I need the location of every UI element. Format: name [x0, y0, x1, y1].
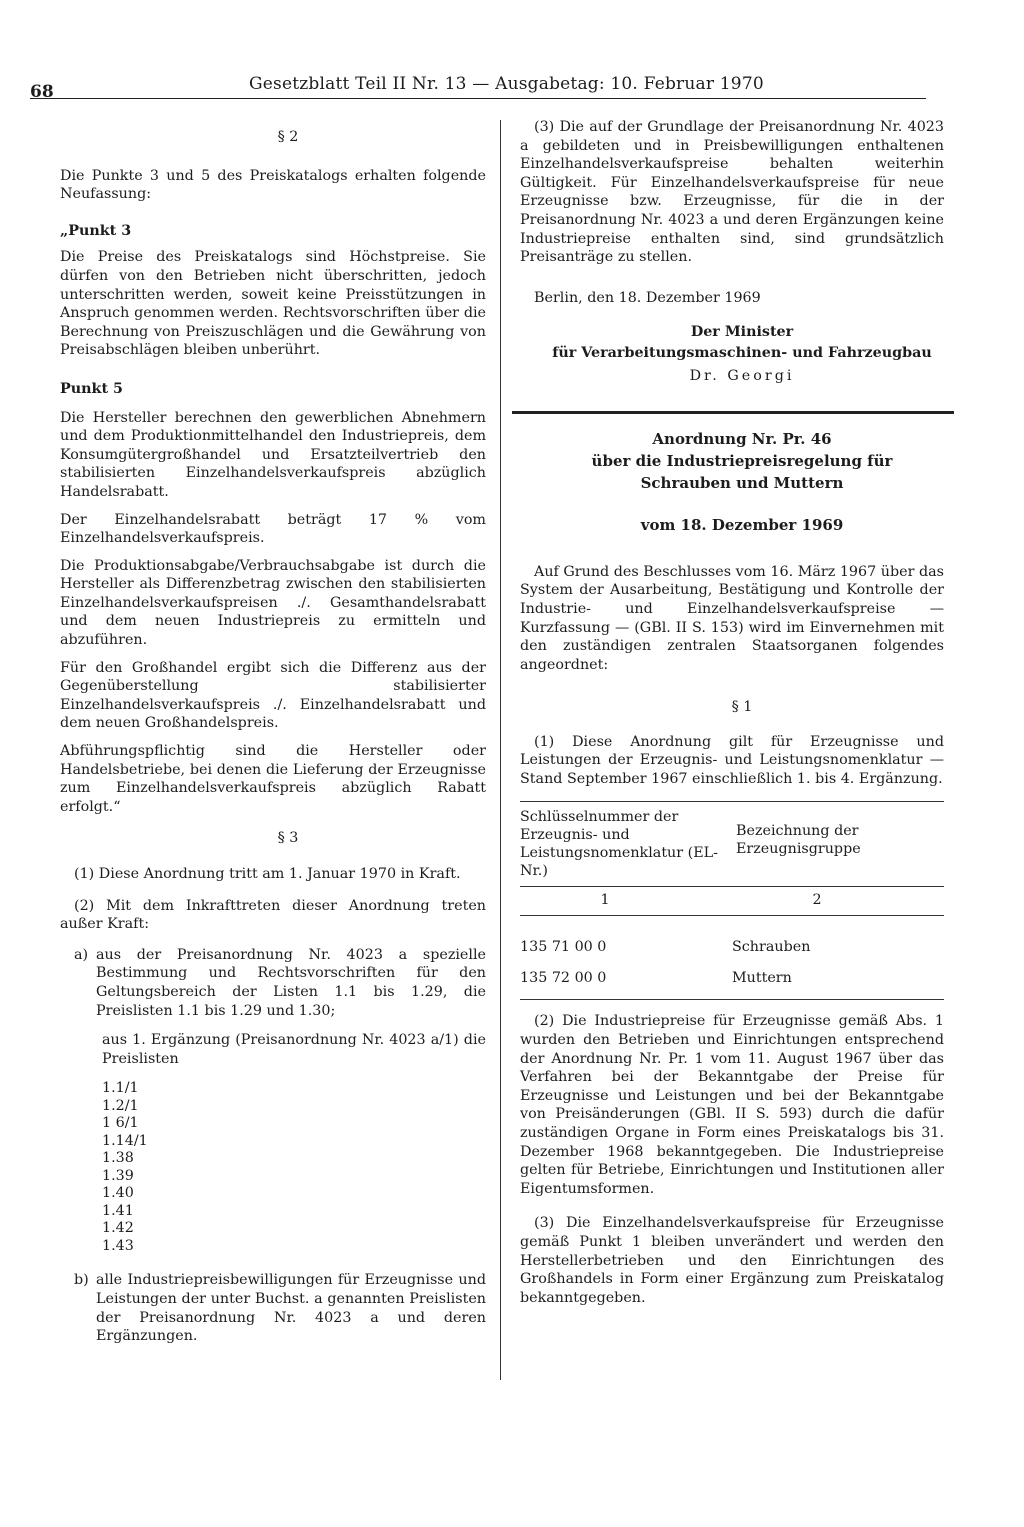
order-title [520, 428, 944, 494]
left-column [60, 128, 486, 1346]
column-number: 2 [812, 891, 822, 908]
paragraph: (2) Die Industriepreise für Erzeugnisse gemäß Abs. 1 wurden den Betrieben und Einrichtungen entsprechend der Anordnung Nr. Pr. 1 vom 11. August 1967 über das Verfahren bei der Bekanntgabe der Preise für Erzeugnisse und Leistungen und bei der Bekanntgabe von Preisänderungen (GBl. II S. 593) durch die dafür zuständigen Organe in Form eines Preiskatalogs bis 31. Dezember 1968 bekanntgegeben. Die Industriepreise gelten für Betriebe, Einrichtungen und Institutionen aller Eigentumsformen. [520, 1013, 944, 1197]
paragraph: Abführungspflichtig sind die Hersteller oder Handelsbetriebe, bei denen die Lieferung der Erzeugnisse zum Einzelhandelsverkaufspreis abzüglich Rabatt erfolgt.“ [60, 743, 486, 815]
paragraph: Die Hersteller berechnen den gewerblichen Abnehmern und dem Produktionmittelhandel den Industriepreis, dem Konsumgütergroßhandel und Ersatzteilvertrieb den stabilisierten Einzelhandelsverkaufspreis abzüglich Handelsrabatt. [60, 409, 486, 500]
signatory-role: Der Minister [690, 324, 794, 341]
paragraph: (1) Diese Anordnung gilt für Erzeugnisse und Leistungen der Erzeugnis- und Leistungsnomenklatur — Stand September 1967 einschließlich 1. bis 4. Ergänzung. [520, 733, 944, 788]
table-cell-name: Schrauben [732, 939, 811, 956]
page-header [30, 70, 926, 102]
table-cell-name: Muttern [732, 969, 792, 986]
column-header: Bezeichnung der Erzeugnisgruppe [736, 822, 861, 857]
list-text: aus der Preisanordnung Nr. 4023 a spezielle Bestimmung und Rechtsvorschriften für den Geltungsbereich der Listen 1.1 bis 1.29, die Preislisten 1.1 bis 1.29 und 1.30; [96, 946, 486, 1019]
paragraph: Die Punkte 3 und 5 des Preiskatalogs erhalten folgende Neufassung: [60, 167, 486, 203]
product-group-table [520, 808, 944, 880]
subheading: „Punkt 3 [60, 222, 132, 239]
separator-rule [512, 411, 954, 414]
paragraph: (3) Die auf der Grundlage der Preisanordnung Nr. 4023 a gebildeten und in Preisbewilligungen enthaltenen Einzelhandelsverkaufspreise behalten weiterhin Gültigkeit. Für Einzelhandelsverkaufspreise für neue Erzeugnisse bzw. Erzeugnisse, für die in der Preisanordnung Nr. 4023 a und deren Ergänzungen keine Industriepreise enthalten sind, sind grundsätzlich Preisanträge zu stellen. [520, 119, 944, 266]
section-heading: § 2 [277, 129, 299, 145]
order-title-line: Anordnung Nr. Pr. 46 [652, 430, 832, 449]
price-list-entry: 1.42 [102, 1220, 134, 1237]
page-number: 68 [30, 82, 54, 102]
signatory-name: Dr. Georgi [689, 367, 795, 384]
list-item [74, 1271, 486, 1345]
order-title-line: über die Industriepreisregelung für [591, 452, 893, 471]
price-list-entry: 1 6/1 [102, 1115, 139, 1132]
paragraph: Für den Großhandel ergibt sich die Differenz aus der Gegenüberstellung stabilisierter Einzelhandelsverkaufspreis ./. Einzelhandelsrabatt und dem neuen Großhandelspreis. [60, 659, 486, 732]
price-list-entry: 1.43 [102, 1237, 134, 1254]
right-column [520, 118, 944, 1307]
list-item [74, 946, 486, 1020]
paragraph: (1) Diese Anordnung tritt am 1. Januar 1970 in Kraft. [74, 866, 461, 882]
column-number: 1 [600, 891, 610, 908]
column-number-row [520, 887, 944, 916]
list-label: b) [74, 1272, 89, 1289]
table-row [520, 938, 944, 969]
price-list-entry: 1.41 [102, 1202, 134, 1219]
table-row [520, 969, 944, 988]
table-body [520, 938, 944, 987]
order-date: vom 18. Dezember 1969 [640, 516, 844, 535]
paragraph: aus 1. Ergänzung (Preisanordnung Nr. 4023 a/1) die Preislisten [102, 1032, 486, 1067]
column-divider [500, 120, 501, 1380]
section-heading: § 1 [731, 699, 753, 716]
paragraph: Der Einzelhandelsrabatt beträgt 17 % vom Einzelhandelsverkaufspreis. [60, 511, 486, 547]
paragraph: (3) Die Einzelhandelsverkaufspreise für Erzeugnisse gemäß Punkt 1 bleiben unverändert und werden den Herstellerbetrieben und den Einrichtungen des Großhandels in Form einer Ergänzung zum Preiskatalog bekanntgegeben. [520, 1215, 944, 1306]
price-list-entry: 1.14/1 [102, 1132, 148, 1149]
place-date: Berlin, den 18. Dezember 1969 [534, 289, 761, 306]
price-list-entry: 1.2/1 [102, 1097, 139, 1114]
column-header: Schlüsselnummer der Erzeugnis- und Leistungsnomenklatur (EL-Nr.) [520, 808, 718, 879]
price-list-entry: 1.39 [102, 1167, 134, 1184]
table-bottom-rule [520, 999, 944, 1000]
table-body-rule [520, 915, 944, 916]
preamble: Auf Grund des Beschlusses vom 16. März 1967 über das System der Ausarbeitung, Bestätigung und Kontrolle der Industrie- und Einzelhandelsverkaufspreise — Kurzfassung — (GBl. II S. 153) wird im Einvernehmen mit den zuständigen zentralen Staatsorganen folgendes angeordnet: [520, 563, 944, 673]
subheading: Punkt 5 [60, 380, 123, 397]
table-cell-code: 135 72 00 0 [520, 969, 607, 986]
paragraph: Die Produktionsabgabe/Verbrauchsabgabe ist durch die Hersteller als Differenzbetrag zwischen den stabilisierten Einzelhandelsverkaufspreisen ./. Gesamthandelsrabatt und dem neuen Industriepreis zu ermitteln und abzuführen. [60, 557, 486, 649]
price-list-entry: 1.1/1 [102, 1080, 139, 1097]
price-list-entry: 1.38 [102, 1150, 134, 1167]
paragraph: Die Preise des Preiskatalogs sind Höchstpreise. Sie dürfen von den Betrieben nicht überschritten, jedoch unterschritten werden, soweit keine Preisstützungen in Anspruch genommen werden. Rechtsvorschriften über die Berechnung von Preiszuschlägen und die Gewährung von Preisabschlägen bleiben unberührt. [60, 249, 486, 359]
table-header-row [520, 808, 944, 880]
signatory-role: für Verarbeitungsmaschinen- und Fahrzeugbau [552, 344, 932, 361]
list-text: alle Industriepreisbewilligungen für Erzeugnisse und Leistungen der unter Buchst. a genannten Preislisten der Preisanordnung Nr. 4023 a und deren Ergänzungen. [96, 1272, 486, 1345]
order-title-line: Schrauben und Muttern [640, 474, 844, 493]
section-heading: § 3 [277, 830, 299, 847]
table-top-rule [520, 801, 944, 802]
paragraph: (2) Mit dem Inkrafttreten dieser Anordnung treten außer Kraft: [60, 897, 486, 933]
list-label: a) [74, 946, 89, 963]
price-list [102, 1080, 486, 1255]
table-cell-code: 135 71 00 0 [520, 939, 607, 956]
price-list-entry: 1.40 [102, 1185, 134, 1202]
header-title: Gesetzblatt Teil II Nr. 13 — Ausgabetag: 10. Februar 1970 [249, 74, 764, 94]
